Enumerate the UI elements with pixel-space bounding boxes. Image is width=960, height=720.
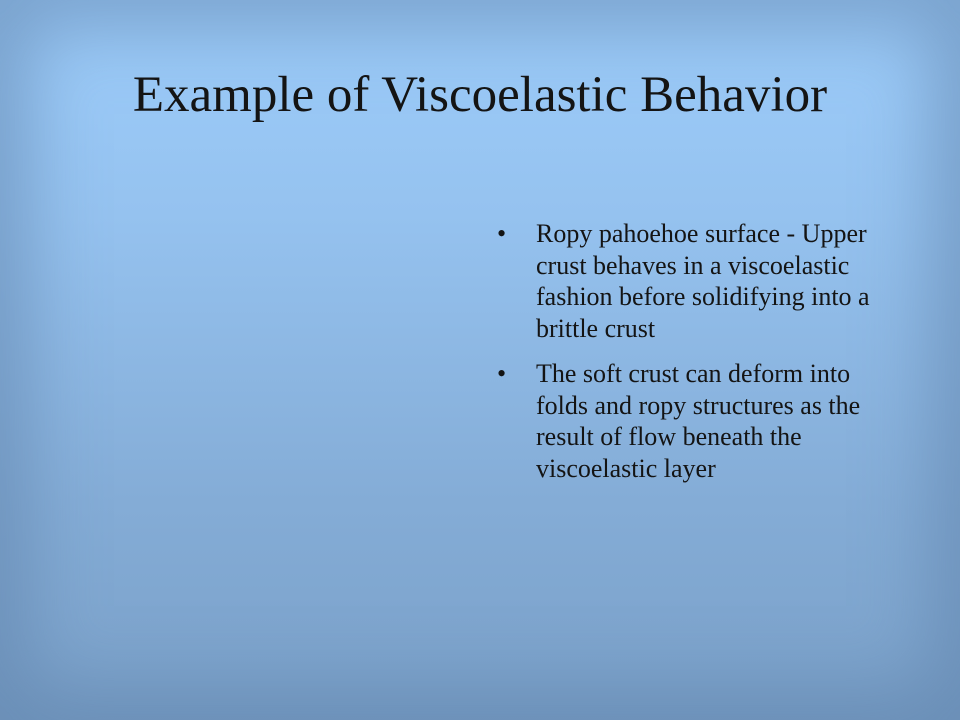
- bullet-text: The soft crust can deform into folds and ropy structures as the result of flow beneath the viscoelastic layer: [536, 359, 861, 483]
- bullet-list: [494, 218, 894, 498]
- bullet-dot-icon: •: [497, 219, 507, 248]
- bullet-item: [494, 358, 894, 484]
- slide-title: Example of Viscoelastic Behavior: [132, 67, 828, 123]
- bullet-text: Ropy pahoehoe surface - Upper crust behaves in a viscoelastic fashion before solidifying into a brittle crust: [536, 219, 870, 343]
- bullet-item: [494, 218, 894, 344]
- bullet-dot-icon: •: [497, 359, 507, 388]
